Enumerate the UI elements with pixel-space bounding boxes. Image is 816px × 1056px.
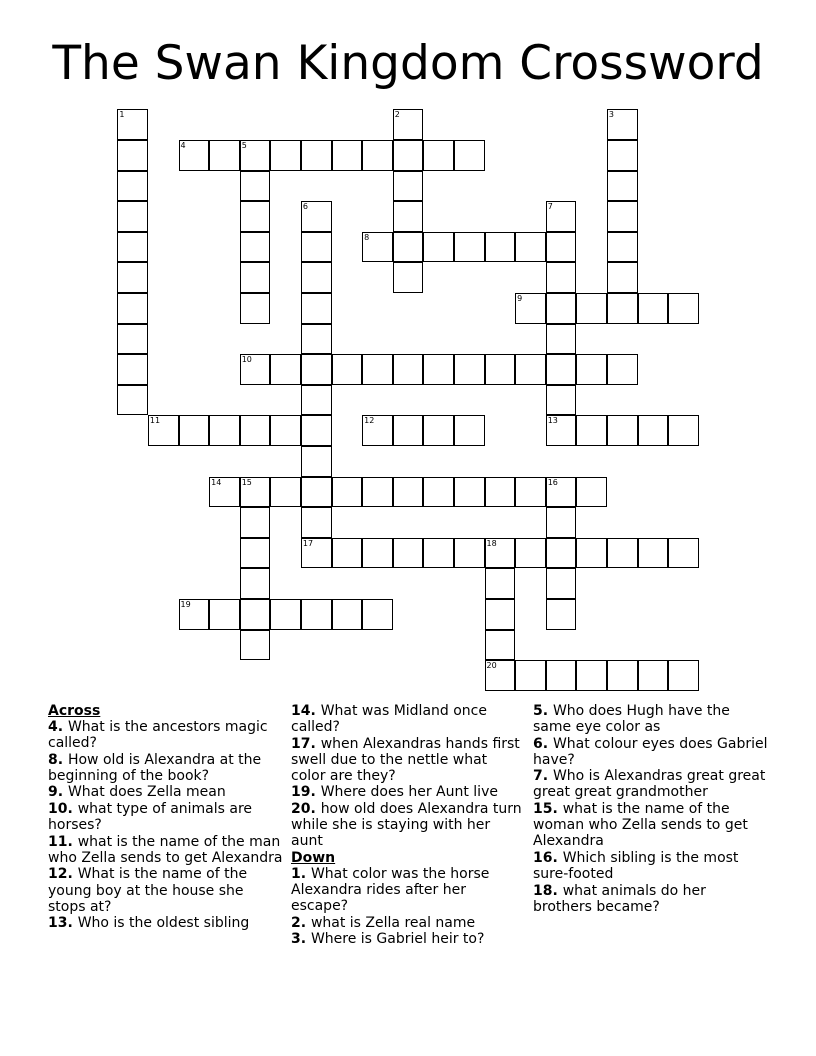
grid-cell[interactable] — [301, 201, 332, 232]
grid-cell[interactable] — [301, 477, 332, 508]
grid-cell[interactable] — [240, 201, 271, 232]
grid-cell[interactable] — [668, 660, 699, 691]
grid-cell[interactable] — [607, 201, 638, 232]
clue-column-2 — [291, 701, 526, 948]
grid-cell[interactable] — [485, 232, 516, 263]
grid-cell[interactable] — [301, 507, 332, 538]
clue-across-10: 10. what type of animals are horses? — [48, 801, 253, 834]
grid-cell[interactable] — [179, 140, 210, 171]
grid-cell[interactable] — [362, 140, 393, 171]
clue-across-12: 12. What is the name of the young boy at the house she stops at? — [48, 866, 248, 915]
grid-cell[interactable] — [362, 538, 393, 569]
clue-number: 20 — [486, 661, 497, 671]
grid-cell[interactable] — [454, 415, 485, 446]
grid-cell[interactable] — [546, 354, 577, 385]
grid-cell[interactable] — [454, 232, 485, 263]
grid-cell[interactable] — [301, 262, 332, 293]
clue-across-8: 8. How old is Alexandra at the beginning of the book? — [48, 751, 262, 784]
grid-cell[interactable] — [607, 354, 638, 385]
grid-cell[interactable] — [393, 171, 424, 202]
clue-number: 16 — [547, 477, 558, 487]
clue-down-18: 18. what animals do her brothers became? — [533, 882, 706, 915]
grid-cell[interactable] — [638, 293, 669, 324]
clue-number: 7 — [547, 202, 553, 212]
clue-down-2: 2. what is Zella real name — [291, 914, 476, 931]
grid-cell[interactable] — [240, 171, 271, 202]
clue-number: 4 — [180, 140, 186, 150]
grid-cell[interactable] — [362, 415, 393, 446]
clue-across-4: 4. What is the ancestors magic called? — [48, 719, 268, 752]
clue-down-16: 16. Which sibling is the most sure-footed — [533, 849, 739, 882]
grid-cell[interactable] — [179, 415, 210, 446]
grid-cell[interactable] — [454, 477, 485, 508]
grid-cell[interactable] — [240, 477, 271, 508]
grid-cell[interactable] — [117, 109, 148, 140]
clue-down-1: 1. What color was the horse Alexandra rides after her escape? — [291, 865, 490, 915]
clue-number: 8 — [364, 232, 370, 242]
grid-cell[interactable] — [240, 232, 271, 263]
grid-cell[interactable] — [423, 140, 454, 171]
grid-cell[interactable] — [332, 354, 363, 385]
grid-cell[interactable] — [332, 599, 363, 630]
grid-cell[interactable] — [301, 538, 332, 569]
grid-cell[interactable] — [393, 538, 424, 569]
grid-cell[interactable] — [607, 538, 638, 569]
clue-number: 2 — [394, 110, 400, 120]
grid-cell[interactable] — [393, 415, 424, 446]
clue-number: 19 — [180, 599, 191, 609]
grid-cell[interactable] — [117, 293, 148, 324]
grid-cell[interactable] — [362, 232, 393, 263]
clue-across-13: 13. Who is the oldest sibling — [48, 915, 250, 932]
grid-cell[interactable] — [423, 415, 454, 446]
grid-cell[interactable] — [607, 262, 638, 293]
clue-number: 10 — [241, 355, 252, 365]
grid-cell[interactable] — [362, 354, 393, 385]
grid-cell[interactable] — [607, 109, 638, 140]
grid-cell[interactable] — [668, 293, 699, 324]
grid-cell[interactable] — [301, 293, 332, 324]
grid-cell[interactable] — [301, 232, 332, 263]
grid-cell[interactable] — [576, 354, 607, 385]
clue-across-20: 20. how old does Alexandra turn while she is staying with her aunt — [291, 801, 522, 850]
page-title: The Swan Kingdom Crossword — [52, 36, 764, 91]
grid-cell[interactable] — [515, 660, 546, 691]
grid-cell[interactable] — [607, 660, 638, 691]
grid-cell[interactable] — [393, 109, 424, 140]
clue-down-3: 3. Where is Gabriel heir to? — [291, 931, 485, 948]
grid-cell[interactable] — [393, 232, 424, 263]
grid-cell[interactable] — [240, 630, 271, 661]
grid-cell[interactable] — [485, 630, 516, 661]
grid-cell[interactable] — [515, 293, 546, 324]
grid-cell[interactable] — [607, 232, 638, 263]
grid-cell[interactable] — [454, 538, 485, 569]
grid-cell[interactable] — [576, 660, 607, 691]
clue-number: 17 — [302, 538, 314, 548]
grid-cell[interactable] — [117, 385, 148, 416]
grid-cell[interactable] — [576, 293, 607, 324]
grid-cell[interactable] — [117, 324, 148, 355]
grid-cell[interactable] — [301, 446, 332, 477]
grid-cell[interactable] — [515, 232, 546, 263]
grid-cell[interactable] — [117, 354, 148, 385]
grid-cell[interactable] — [515, 538, 546, 569]
grid-cell[interactable] — [301, 324, 332, 355]
grid-cell[interactable] — [515, 354, 546, 385]
grid-cell[interactable] — [148, 415, 179, 446]
grid-cell[interactable] — [240, 538, 271, 569]
grid-cell[interactable] — [270, 140, 301, 171]
grid-cell[interactable] — [607, 171, 638, 202]
grid-cell[interactable] — [454, 354, 485, 385]
grid-cell[interactable] — [638, 660, 669, 691]
grid-cell[interactable] — [240, 599, 271, 630]
across-clue-list — [48, 719, 283, 931]
grid-cell[interactable] — [607, 293, 638, 324]
clue-number: 6 — [302, 202, 308, 212]
grid-cell[interactable] — [240, 293, 271, 324]
grid-cell[interactable] — [546, 507, 577, 538]
grid-cell[interactable] — [485, 538, 516, 569]
grid-cell[interactable] — [546, 201, 577, 232]
clue-number: 13 — [547, 416, 558, 426]
grid-cell[interactable] — [546, 660, 577, 691]
grid-cell[interactable] — [240, 354, 271, 385]
grid-cell[interactable] — [332, 477, 363, 508]
grid-cell[interactable] — [270, 477, 301, 508]
grid-cell[interactable] — [117, 201, 148, 232]
grid-cell[interactable] — [454, 140, 485, 171]
clue-number: 14 — [211, 477, 222, 487]
grid-cell[interactable] — [240, 415, 271, 446]
grid-cell[interactable] — [362, 477, 393, 508]
clue-number: 9 — [517, 293, 523, 303]
grid-cell[interactable] — [638, 538, 669, 569]
grid-cell[interactable] — [393, 354, 424, 385]
grid-cell[interactable] — [209, 140, 240, 171]
across-heading: Across — [48, 703, 101, 719]
grid-cell[interactable] — [576, 415, 607, 446]
grid-cell[interactable] — [332, 140, 363, 171]
grid-cell[interactable] — [301, 354, 332, 385]
grid-cell[interactable] — [209, 415, 240, 446]
grid-cell[interactable] — [515, 477, 546, 508]
grid-cell[interactable] — [546, 385, 577, 416]
grid-cell[interactable] — [270, 354, 301, 385]
grid-cell[interactable] — [240, 140, 271, 171]
clue-across-17: 17. when Alexandras hands first swell due to the nettle what color are they? — [291, 735, 520, 784]
grid-cell[interactable] — [668, 415, 699, 446]
grid-cell[interactable] — [393, 201, 424, 232]
clue-across-11: 11. what is the name of the man who Zella sends to get Alexandra — [48, 833, 283, 866]
grid-cell[interactable] — [607, 415, 638, 446]
grid-cell[interactable] — [117, 232, 148, 263]
clue-number: 12 — [364, 416, 375, 426]
grid-cell[interactable] — [546, 477, 577, 508]
grid-cell[interactable] — [546, 324, 577, 355]
clue-across-19: 19. Where does her Aunt live — [291, 784, 498, 801]
down-heading: Down — [291, 849, 336, 866]
grid-cell[interactable] — [301, 385, 332, 416]
grid-cell[interactable] — [423, 477, 454, 508]
grid-cell[interactable] — [117, 140, 148, 171]
grid-cell[interactable] — [240, 568, 271, 599]
clue-number: 3 — [608, 110, 614, 120]
clue-column-1 — [48, 701, 283, 932]
clue-down-7: 7. Who is Alexandras great great great great grandmother — [533, 768, 766, 801]
clue-number: 5 — [241, 140, 247, 150]
grid-cell[interactable] — [546, 232, 577, 263]
grid-cell[interactable] — [362, 599, 393, 630]
grid-cell[interactable] — [546, 293, 577, 324]
grid-cell[interactable] — [332, 538, 363, 569]
clue-down-6: 6. What colour eyes does Gabriel have? — [533, 735, 768, 768]
grid-cell[interactable] — [393, 140, 424, 171]
grid-cell[interactable] — [576, 477, 607, 508]
grid-cell[interactable] — [270, 599, 301, 630]
grid-cell[interactable] — [576, 538, 607, 569]
grid-cell[interactable] — [270, 415, 301, 446]
grid-cell[interactable] — [546, 262, 577, 293]
grid-cell[interactable] — [546, 538, 577, 569]
clue-number: 18 — [486, 538, 497, 548]
grid-cell[interactable] — [240, 262, 271, 293]
grid-cell[interactable] — [668, 538, 699, 569]
grid-cell[interactable] — [485, 660, 516, 691]
grid-cell[interactable] — [485, 599, 516, 630]
grid-cell[interactable] — [301, 599, 332, 630]
grid-cell[interactable] — [301, 140, 332, 171]
grid-cell[interactable] — [117, 262, 148, 293]
grid-cell[interactable] — [485, 477, 516, 508]
grid-cell[interactable] — [393, 477, 424, 508]
grid-cell[interactable] — [179, 599, 210, 630]
clue-number: 15 — [241, 477, 252, 487]
clue-down-15: 15. what is the name of the woman who Zella sends to get Alexandra — [533, 801, 748, 850]
grid-cell[interactable] — [423, 232, 454, 263]
grid-cell[interactable] — [240, 507, 271, 538]
grid-cell[interactable] — [301, 415, 332, 446]
grid-cell[interactable] — [638, 415, 669, 446]
grid-cell[interactable] — [546, 599, 577, 630]
grid-cell[interactable] — [546, 568, 577, 599]
grid-cell[interactable] — [485, 354, 516, 385]
grid-cell[interactable] — [209, 599, 240, 630]
grid-cell[interactable] — [423, 354, 454, 385]
clue-down-5: 5. Who does Hugh have the same eye color as — [533, 703, 730, 736]
clue-across-9: 9. What does Zella mean — [48, 784, 226, 801]
grid-cell[interactable] — [546, 415, 577, 446]
clue-across-14: 14. What was Midland once called? — [291, 703, 487, 736]
grid-cell[interactable] — [485, 568, 516, 599]
grid-cell[interactable] — [209, 477, 240, 508]
grid-cell[interactable] — [607, 140, 638, 171]
clue-number: 1 — [119, 110, 125, 120]
grid-cell[interactable] — [423, 538, 454, 569]
grid-cell[interactable] — [117, 171, 148, 202]
grid-cell[interactable] — [393, 262, 424, 293]
clue-number: 11 — [149, 416, 161, 426]
clue-column-3 — [533, 701, 768, 915]
